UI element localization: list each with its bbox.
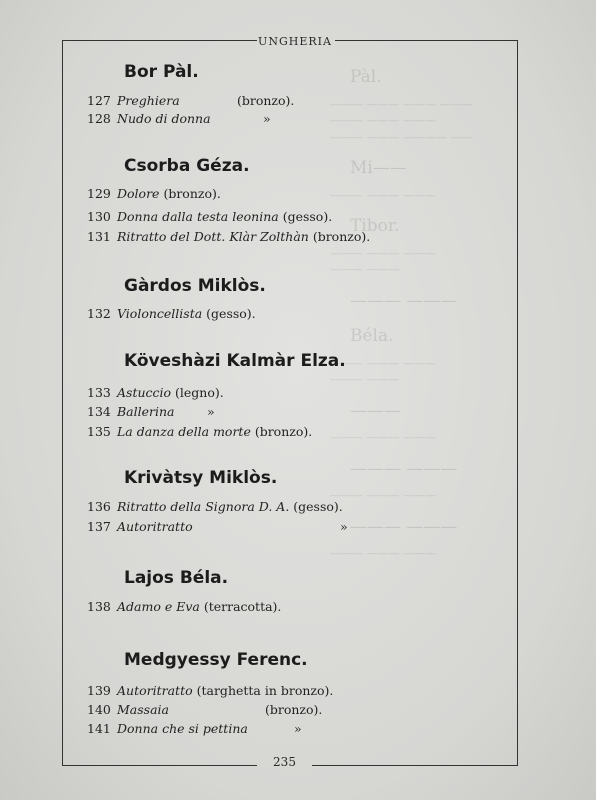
entry-material: »: [207, 404, 215, 419]
catalog-entry: [87, 683, 333, 698]
entry-number: 134: [87, 404, 111, 419]
entry-material: »: [340, 519, 348, 534]
frame-right-rule: [517, 40, 518, 765]
entry-title: Preghiera: [117, 93, 180, 108]
catalog-entry: [87, 306, 256, 321]
entry-material: »: [294, 721, 302, 736]
entry-title: Dolore: [117, 186, 160, 201]
catalog-entry: [87, 209, 332, 224]
entry-number: 129: [87, 186, 111, 201]
page-number: 235: [273, 755, 296, 769]
show-through-text: Pàl. ——— ——— ——— ——— ——— ——— ——— ——— ——— ———— —— Mi—— ——— ——— ——— Tibor. ——— ——— ——— ——— ——— ——— ——— Béla. ——— ——— ——— ——— ——— ——— ——— ——— ——— ——— ——— ——— ——— ——— ——— ——— ——— ——— ———: [330, 67, 473, 560]
entry-title: Donna che si pettina: [117, 721, 248, 736]
entry-number: 136: [87, 499, 111, 514]
artist-heading: Köveshàzi Kalmàr Elza.: [124, 351, 346, 371]
frame-top-left-rule: [62, 40, 257, 41]
catalog-entry: [87, 424, 312, 439]
catalog-entry: [87, 93, 295, 108]
entry-number: 133: [87, 385, 111, 400]
entry-title: Ritratto della Signora D. A.: [117, 499, 290, 514]
entry-title: Massaia: [117, 702, 169, 717]
entry-material: »: [263, 111, 271, 126]
entry-material: (legno).: [175, 385, 224, 400]
entry-number: 132: [87, 306, 111, 321]
entry-material: (bronzo).: [312, 229, 371, 244]
entry-number: 138: [87, 599, 111, 614]
catalog-entry: [87, 385, 224, 400]
catalog-entry: [87, 599, 281, 614]
entry-material: (gesso).: [206, 306, 256, 321]
catalog-entry: [87, 404, 215, 419]
artist-heading: Bor Pàl.: [124, 62, 199, 82]
entry-title: Autoritratto: [117, 683, 193, 698]
entry-number: 130: [87, 209, 111, 224]
entry-material: (targhetta in bronzo).: [196, 683, 334, 698]
entry-title: Nudo di donna: [117, 111, 211, 126]
entry-title: Ritratto del Dott. Klàr Zolthàn: [117, 229, 309, 244]
catalog-entry: [87, 721, 302, 736]
catalog-entry: [87, 499, 343, 514]
entry-number: 137: [87, 519, 111, 534]
entry-number: 140: [87, 702, 111, 717]
entry-title: Violoncellista: [117, 306, 203, 321]
entry-number: 128: [87, 111, 111, 126]
entry-number: 131: [87, 229, 111, 244]
catalog-entry: [87, 229, 370, 244]
artist-heading: Csorba Géza.: [124, 156, 250, 176]
entry-title: La danza della morte: [117, 424, 251, 439]
catalog-entry: [87, 111, 271, 126]
entry-title: Astuccio: [117, 385, 172, 400]
artist-heading: Medgyessy Ferenc.: [124, 650, 308, 670]
artist-heading: Krivàtsy Miklòs.: [124, 468, 278, 488]
entry-title: Donna dalla testa leonina: [117, 209, 279, 224]
entry-number: 141: [87, 721, 111, 736]
entry-material: (bronzo).: [254, 424, 313, 439]
page-header: UNGHERIA: [258, 35, 332, 48]
frame-bottom-left-rule: [62, 765, 257, 766]
entry-number: 127: [87, 93, 111, 108]
entry-material: (terracotta).: [203, 599, 282, 614]
frame-top-right-rule: [335, 40, 517, 41]
frame-left-rule: [62, 40, 63, 765]
entry-material: (bronzo).: [265, 702, 323, 717]
entry-title: Autoritratto: [117, 519, 193, 534]
catalog-entry: [87, 519, 348, 534]
entry-material: (gesso).: [282, 209, 333, 224]
entry-number: 135: [87, 424, 111, 439]
catalog-entry: [87, 702, 323, 717]
entry-material: (bronzo).: [163, 186, 221, 201]
entry-title: Adamo e Eva: [117, 599, 200, 614]
entry-title: Ballerina: [117, 404, 175, 419]
entry-number: 139: [87, 683, 111, 698]
catalog-entry: [87, 186, 221, 201]
entry-material: (gesso).: [293, 499, 343, 514]
frame-bottom-right-rule: [312, 765, 518, 766]
artist-heading: Gàrdos Miklòs.: [124, 276, 266, 296]
artist-heading: Lajos Béla.: [124, 568, 229, 588]
entry-material: (bronzo).: [237, 93, 295, 108]
